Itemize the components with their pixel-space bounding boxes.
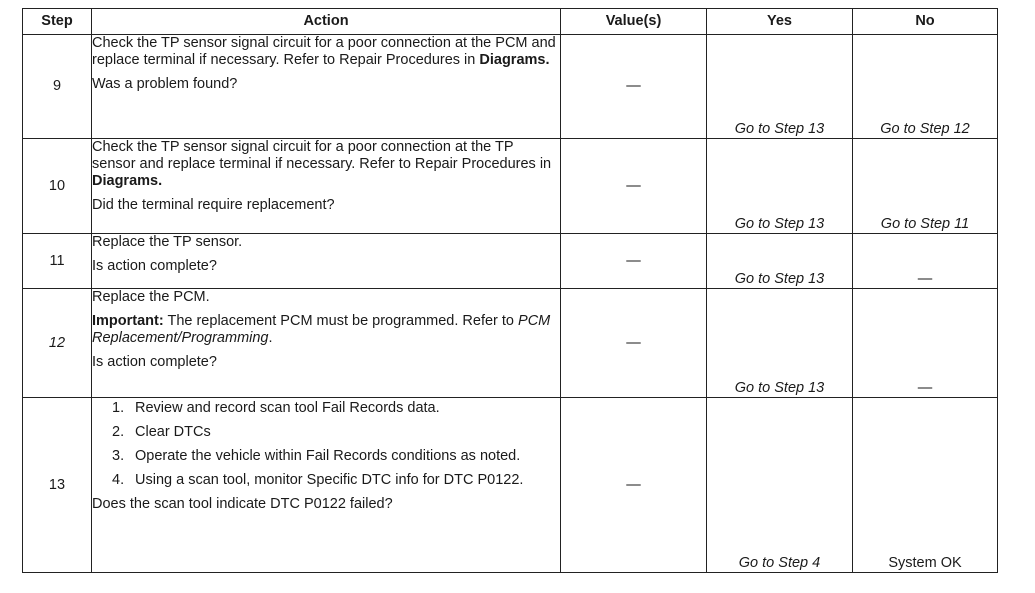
action-cell [92,35,561,139]
action-instruction: Check the TP sensor signal circuit for a poor connection at the TP sensor and replace terminal if necessary. Refer to Repair Procedures in Diagrams. [92,139,552,189]
table-row [23,289,998,398]
table-row [23,398,998,573]
step-number: 9 [23,35,92,139]
table-row [23,35,998,139]
no-cell: — [853,289,998,398]
action-cell [92,139,561,234]
header-row [23,9,998,35]
action-instruction: Check the TP sensor signal circuit for a poor connection at the PCM and replace terminal if necessary. Refer to Repair Procedures in Diagrams. [92,35,556,68]
value-cell: — [561,35,707,139]
list-item: 3. Operate the vehicle within Fail Records conditions as noted. [112,448,521,464]
action-question: Did the terminal require replacement? [92,197,335,213]
action-cell [92,289,561,398]
value-cell: — [561,289,707,398]
action-question: Does the scan tool indicate DTC P0122 failed? [92,496,393,512]
table-row [23,234,998,289]
step-number: 13 [23,398,92,573]
yes-cell: Go to Step 13 [707,139,853,234]
header-no: No [853,9,998,35]
list-item: 2. Clear DTCs [112,424,211,440]
no-cell: Go to Step 11 [853,139,998,234]
action-question: Was a problem found? [92,76,238,92]
list-item: 1. Review and record scan tool Fail Records data. [112,400,440,416]
yes-cell: Go to Step 13 [707,289,853,398]
header-yes: Yes [707,9,853,35]
important-note: Important: The replacement PCM must be programmed. Refer to PCM Replacement/Programming. [92,313,551,346]
header-step: Step [23,9,92,35]
action-cell [92,398,561,573]
yes-cell: Go to Step 13 [707,35,853,139]
step-number: 10 [23,139,92,234]
action-instruction: Replace the TP sensor. [92,234,243,250]
no-cell: Go to Step 12 [853,35,998,139]
action-cell [92,234,561,289]
no-cell: — [853,234,998,289]
table-row [23,139,998,234]
procedure-list [92,400,560,489]
action-question: Is action complete? [92,258,217,274]
no-cell: System OK [853,398,998,573]
diagnostic-table [22,8,998,573]
header-action: Action [92,9,561,35]
header-values: Value(s) [561,9,707,35]
yes-cell: Go to Step 13 [707,234,853,289]
action-question: Is action complete? [92,354,217,370]
value-cell: — [561,139,707,234]
step-number: 12 [23,289,92,398]
value-cell: — [561,234,707,289]
step-number: 11 [23,234,92,289]
value-cell: — [561,398,707,573]
list-item: 4. Using a scan tool, monitor Specific DTC info for DTC P0122. [112,472,524,488]
action-instruction: Replace the PCM. [92,289,210,305]
yes-cell: Go to Step 4 [707,398,853,573]
